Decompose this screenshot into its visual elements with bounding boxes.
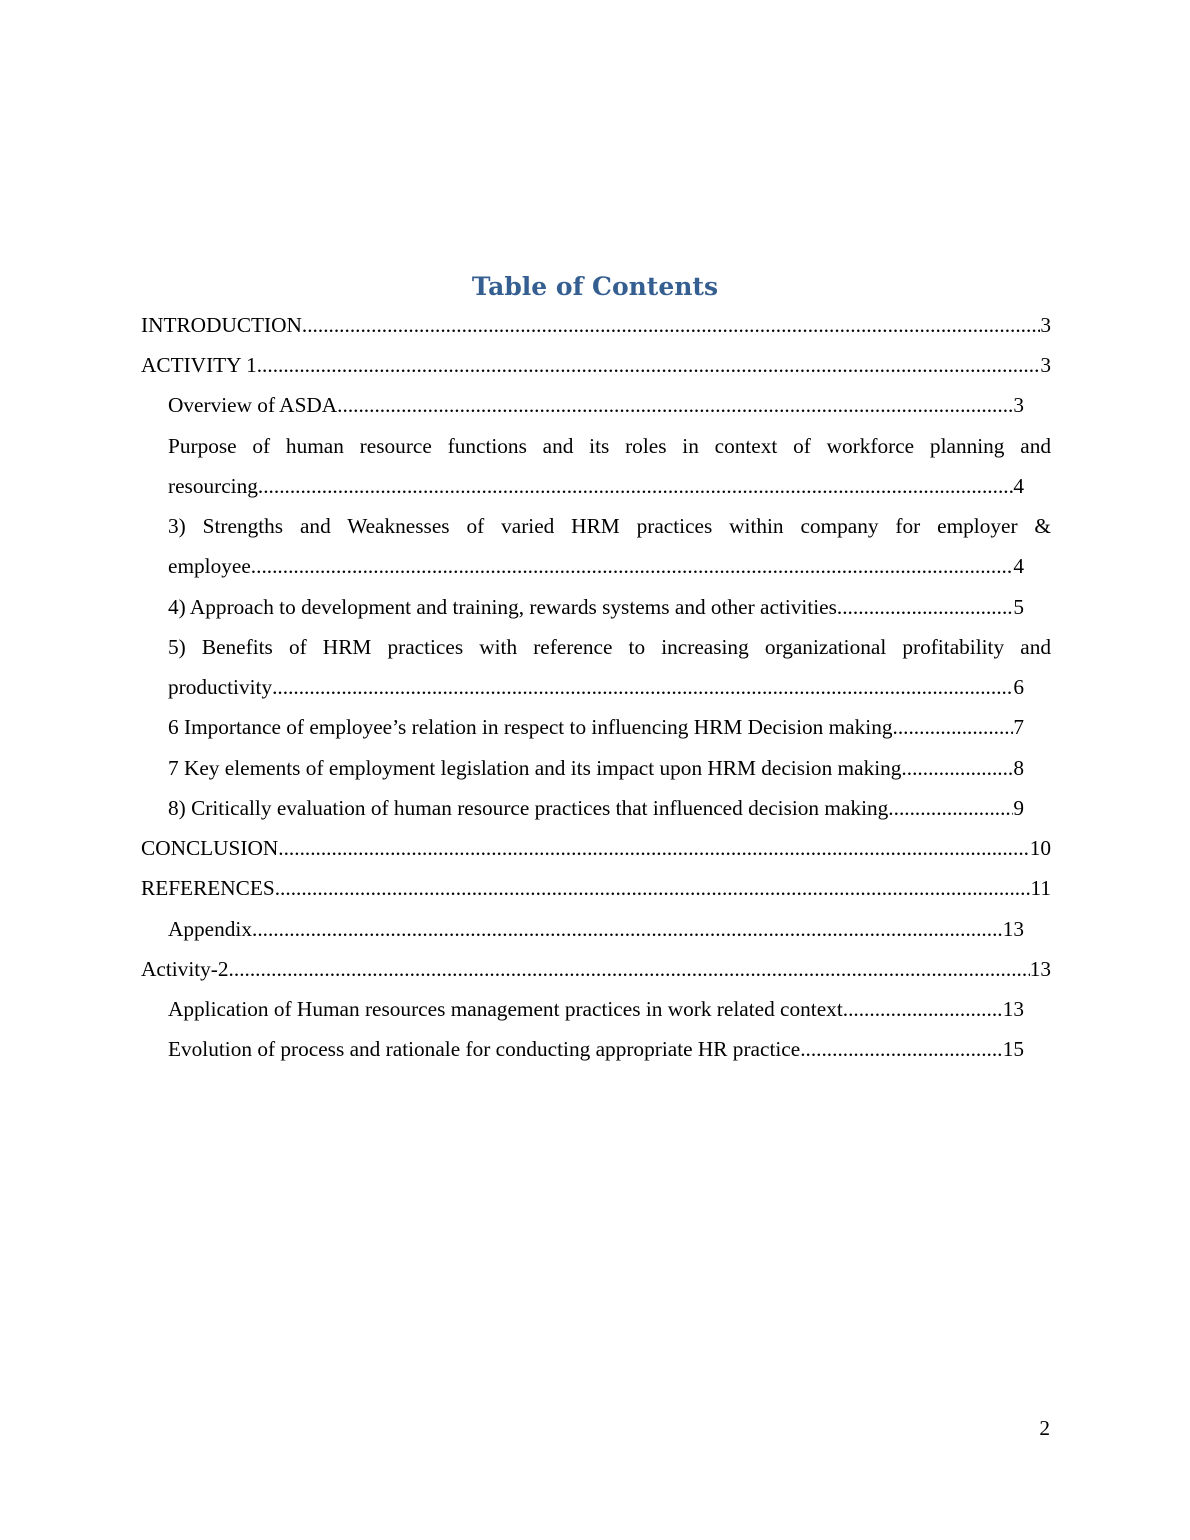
toc-entry-text: INTRODUCTION	[141, 313, 302, 337]
dot-leader	[888, 788, 1013, 828]
toc-entry-activity-1[interactable]	[141, 345, 1051, 385]
toc-entry-references[interactable]	[141, 868, 1051, 908]
toc-entry-text: ACTIVITY 1	[141, 353, 257, 377]
toc-entry-conclusion[interactable]	[141, 828, 1051, 868]
toc-entry-text: employee	[168, 554, 251, 578]
toc-entry-legislation[interactable]	[168, 748, 1024, 788]
toc-entry-text: REFERENCES	[141, 876, 275, 900]
toc-entry-text: 7 Key elements of employment legislation and its impact upon HRM decision making.	[168, 756, 907, 780]
toc-entry-approach[interactable]	[168, 587, 1024, 627]
toc-entry-page: 13	[1002, 997, 1024, 1021]
dot-leader	[252, 909, 1003, 949]
toc-entry-page: 3	[1040, 313, 1051, 337]
toc-entry-page: 8	[1013, 756, 1024, 780]
page-number: 2	[1039, 1416, 1050, 1440]
dot-leader	[229, 949, 1030, 989]
toc-entry-introduction[interactable]	[141, 305, 1051, 345]
dot-leader	[278, 828, 1029, 868]
toc-entry-text: 6 Importance of employee’s relation in respect to influencing HRM Decision making	[168, 715, 893, 739]
toc-entry-benefits-line1[interactable]: 5) Benefits of HRM practices with reference to increasing organizational profitability and	[168, 635, 1051, 659]
toc-entry-application[interactable]	[168, 989, 1024, 1029]
toc-entry-text: 8) Critically evaluation of human resource practices that influenced decision making	[168, 796, 889, 820]
toc-entry-purpose-line1[interactable]: Purpose of human resource functions and its roles in context of workforce planning and	[168, 434, 1051, 458]
toc-entry-overview-asda[interactable]	[168, 385, 1024, 425]
dot-leader	[907, 748, 1014, 788]
toc-entry-page: 9	[1013, 796, 1024, 820]
toc-entry-text: CONCLUSION	[141, 836, 279, 860]
toc-entry-benefits[interactable]	[168, 667, 1024, 707]
toc-entry-critical-evaluation[interactable]	[168, 788, 1024, 828]
toc-title: Table of Contents	[471, 272, 719, 301]
dot-leader	[843, 989, 1003, 1029]
toc-entry-page: 3	[1040, 353, 1051, 377]
toc-entry-page: 13	[1029, 957, 1051, 981]
toc-entry-text: Application of Human resources management practices in work related context	[168, 997, 843, 1021]
toc-entry-activity-2[interactable]	[141, 949, 1051, 989]
toc-entry-text: Activity-2	[141, 957, 229, 981]
toc-entry-page: 4	[1013, 474, 1024, 498]
toc-entry-text: Appendix	[168, 917, 252, 941]
toc-entry-text: Evolution of process and rationale for conducting appropriate HR practice	[168, 1037, 801, 1061]
toc-entry-text: productivity	[168, 675, 273, 699]
toc-entry-strengths[interactable]	[168, 546, 1024, 586]
dot-leader	[251, 546, 1014, 586]
toc-entry-page: 10	[1029, 836, 1051, 860]
toc-entry-purpose[interactable]	[168, 466, 1024, 506]
dot-leader	[337, 385, 1013, 425]
dot-leader	[275, 868, 1031, 908]
dot-leader	[893, 707, 1014, 747]
toc-entry-text: resourcing	[168, 474, 258, 498]
toc-entry-page: 6	[1013, 675, 1024, 699]
toc-entry-page: 15	[1002, 1037, 1024, 1061]
toc-entry-page: 5	[1013, 595, 1024, 619]
toc-entry-evolution[interactable]	[168, 1029, 1024, 1069]
toc-entry-page: 3	[1013, 393, 1024, 417]
toc-entry-page: 13	[1002, 917, 1024, 941]
toc-entry-page: 7	[1013, 715, 1024, 739]
toc-entry-text: 4) Approach to development and training, rewards systems and other activities	[168, 595, 837, 619]
dot-leader	[302, 305, 1040, 345]
toc-entry-page: 11	[1030, 876, 1051, 900]
toc-entry-page: 4	[1013, 554, 1024, 578]
dot-leader	[837, 587, 1013, 627]
toc-entry-appendix[interactable]	[168, 909, 1024, 949]
toc-entry-employee-relation[interactable]	[168, 707, 1024, 747]
toc-entry-strengths-line1[interactable]: 3) Strengths and Weaknesses of varied HRM practices within company for employer &	[168, 514, 1051, 538]
dot-leader	[257, 345, 1041, 385]
dot-leader	[258, 466, 1013, 506]
toc-entry-text: Overview of ASDA	[168, 393, 338, 417]
dot-leader	[800, 1029, 1003, 1069]
dot-leader	[272, 667, 1013, 707]
